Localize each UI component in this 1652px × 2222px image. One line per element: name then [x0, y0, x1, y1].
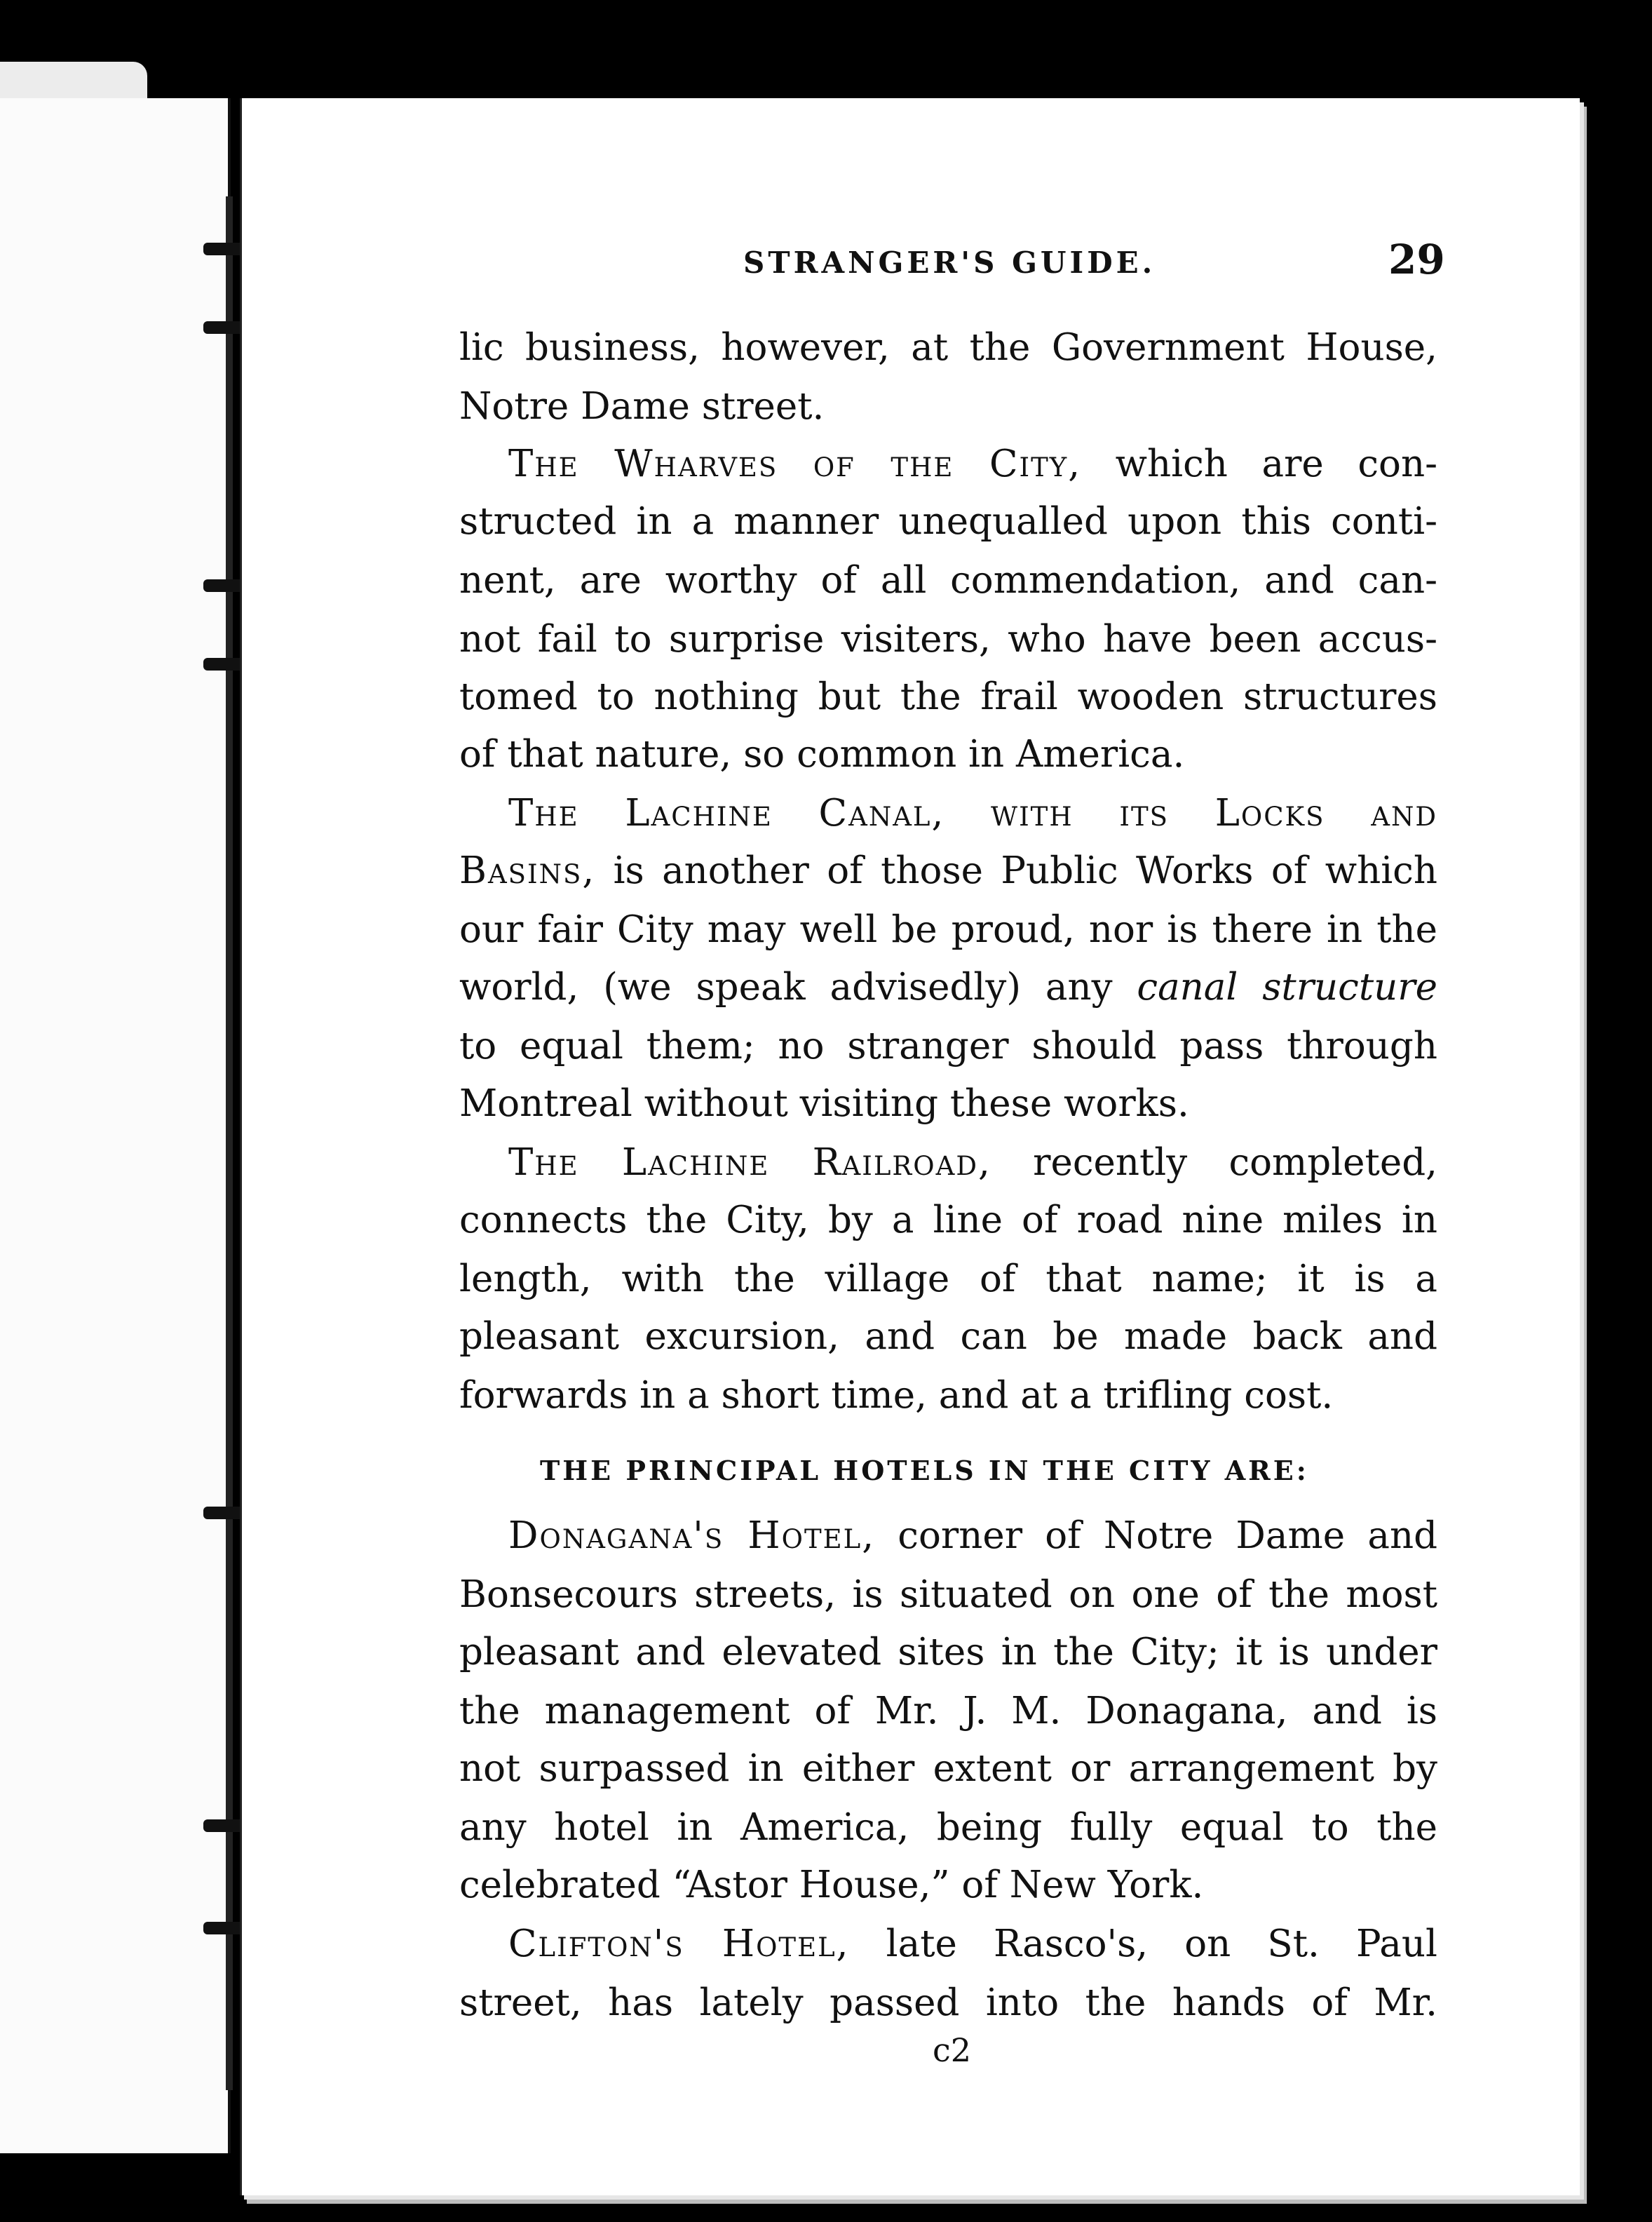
binding-thread [226, 196, 233, 2090]
text-line [508, 1142, 1437, 1184]
text-line [508, 1923, 1437, 1965]
section-heading: Clifton's Hotel, [508, 1923, 850, 1965]
text-span: is another of those Public Works of which [595, 849, 1437, 892]
text-line: the management of Mr. J. M. Donagana, and is [459, 1690, 1437, 1732]
running-head: STRANGER'S GUIDE. [743, 245, 1156, 280]
emphasis-text: canal structure [1137, 966, 1437, 1009]
section-heading: The Wharves of the City, [508, 443, 1082, 485]
signature-mark: c2 [933, 2031, 972, 2069]
text-line: Notre Dame street. [459, 385, 825, 428]
section-heading: The Lachine Railroad, [508, 1141, 991, 1184]
text-line: Montreal without visiting these works. [459, 1082, 1189, 1125]
text-line: pleasant and elevated sites in the City; it is under [459, 1631, 1437, 1674]
page-number: 29 [1388, 236, 1445, 283]
text-line: connects the City, by a line of road nine miles in [459, 1199, 1437, 1241]
text-line: not surpassed in either extent or arrangement by [459, 1747, 1437, 1790]
text-line: to equal them; no stranger should pass through [459, 1025, 1437, 1068]
text-span: late Rasco's, on St. Paul [849, 1923, 1437, 1965]
left-page [0, 98, 231, 2153]
text-line: length, with the village of that name; it is a [459, 1258, 1437, 1300]
text-line [459, 850, 1437, 892]
text-line [508, 1515, 1437, 1557]
text-line: tomed to nothing but the frail wooden structures [459, 675, 1437, 718]
text-span: recently completed, [991, 1141, 1437, 1184]
text-line: pleasant excursion, and can be made back and [459, 1315, 1437, 1358]
text-span: world, (we speak advisedly) any [459, 966, 1137, 1009]
text-line: not fail to surprise visiters, who have been accus- [459, 618, 1437, 661]
text-line: forwards in a short time, and at a trifling cost. [459, 1374, 1334, 1417]
hotels-heading: THE PRINCIPAL HOTELS IN THE CITY ARE: [540, 1455, 1309, 1486]
text-line: lic business, however, at the Government House, [459, 326, 1437, 369]
text-line [508, 443, 1437, 485]
text-line [459, 967, 1437, 1009]
text-line: Bonsecours streets, is situated on one of the most [459, 1573, 1437, 1616]
left-page-edge [0, 62, 147, 104]
text-line: street, has lately passed into the hands of Mr. [459, 1981, 1437, 2024]
text-line: nent, are worthy of all commendation, and can- [459, 559, 1437, 602]
section-heading: The Lachine Canal, with its Locks and [508, 792, 1437, 835]
text-line: of that nature, so common in America. [459, 733, 1185, 776]
text-span: corner of Notre Dame and [875, 1514, 1438, 1557]
text-line: structed in a manner unequalled upon this conti- [459, 500, 1437, 543]
text-line: any hotel in America, being fully equal to the [459, 1806, 1437, 1849]
text-line: celebrated “Astor House,” of New York. [459, 1864, 1204, 1906]
section-heading: Basins, [459, 849, 596, 892]
text-line: our fair City may well be proud, nor is there in the [459, 908, 1437, 951]
text-span: which are con- [1081, 443, 1437, 485]
section-heading: Donagana's Hotel, [508, 1514, 876, 1557]
